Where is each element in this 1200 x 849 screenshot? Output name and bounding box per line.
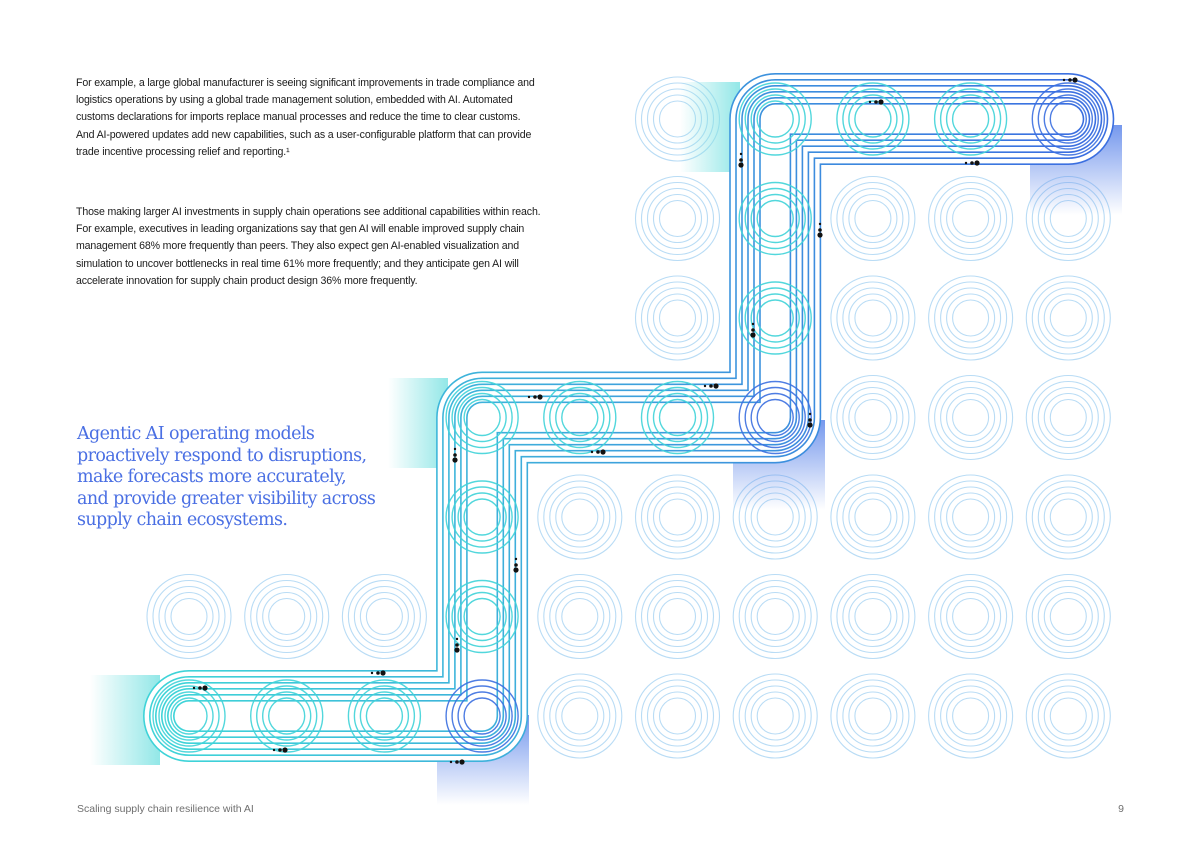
body-paragraph-1: For example, a large global manufacturer is seeing significant improvements in trade compliance and logistics operations by using a global trade management solution, embedded with AI. Automated customs declarations for imports replace manual processes and reduce the time to clear customs. And AI-powered updates add new capabilities, such as a user-configurable platform that can provide trade incentive processing relief and reporting.¹ [76,77,535,158]
body-paragraph-2: Those making larger AI investments in supply chain operations see additional capabilities within reach. For example, executives in leading organizations say that gen AI will enable improved supply chain management 68% more frequently than peers. They also expect gen AI-enabled visualization and simulation to uncover bottlenecks in real time 61% more frequently; and they anticipate gen AI will accelerate innovation for supply chain product design 36% more frequently. [76,206,541,287]
footer-title: Scaling supply chain resilience with AI [77,803,254,815]
page-number: 9 [1118,803,1124,815]
pull-quote: Agentic AI operating models proactively respond to disruptions, make forecasts more accurately, and provide greater visibility across supply chain ecosystems. [77,424,376,531]
